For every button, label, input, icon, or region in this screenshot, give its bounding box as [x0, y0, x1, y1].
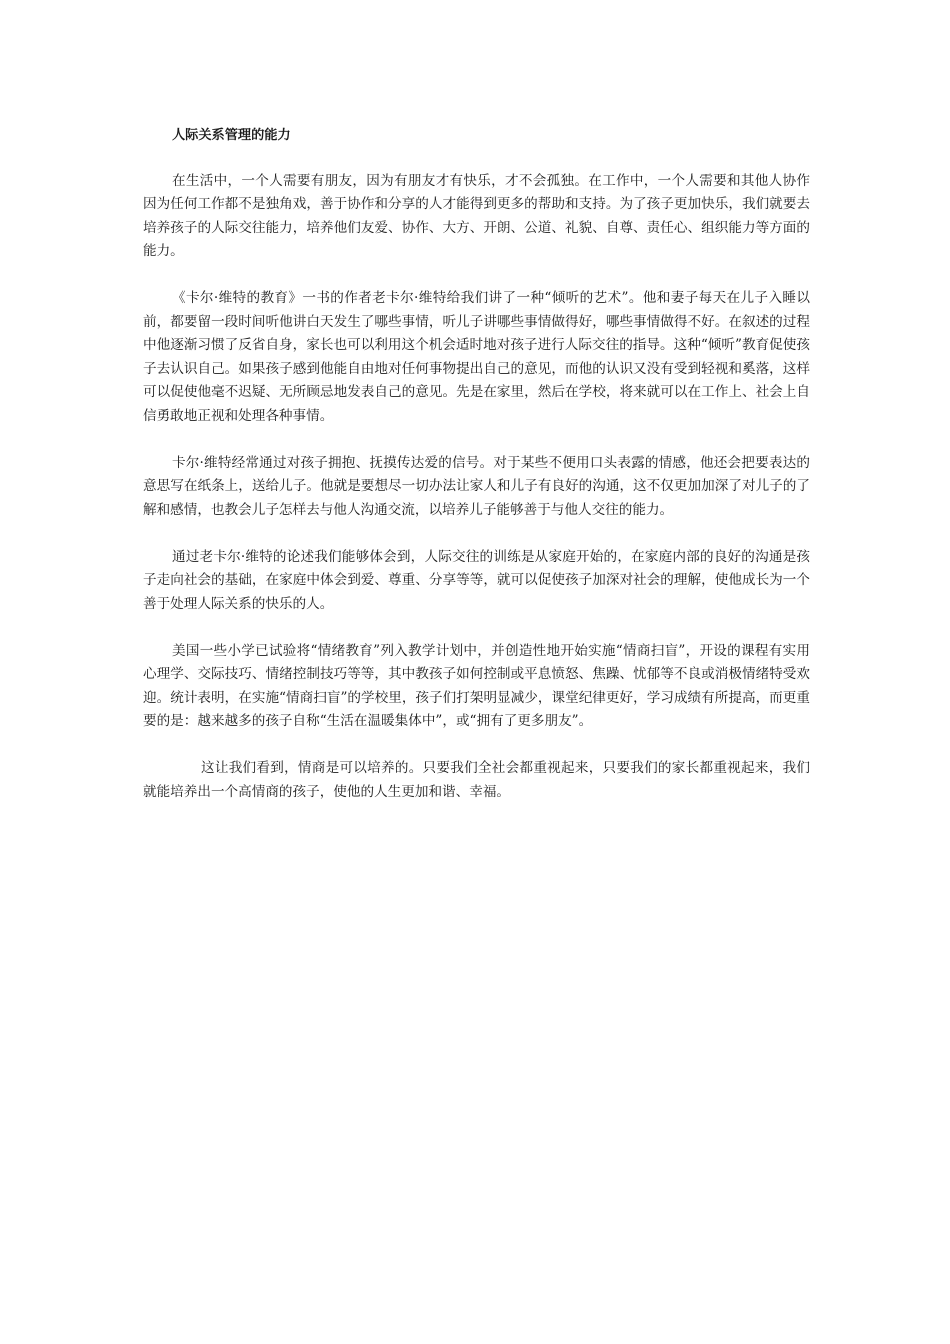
document-page — [143, 124, 810, 828]
paragraph-family-communication: 通过老卡尔·维特的论述我们能够体会到，人际交往的训练是从家庭开始的，在家庭内部的良好的沟通是孩子走向社会的基础，在家庭中体会到爱、尊重、分享等等，就可以促使孩子加深对社会的理解，使他成长为一个善于处理人际关系的快乐的人。 — [143, 548, 810, 612]
paragraph-art-of-listening: 《卡尔·维特的教育》一书的作者老卡尔·维特给我们讲了一种“倾听的艺术”。他和妻子每天在儿子入睡以前，都要留一段时间听他讲白天发生了哪些事情，听儿子讲哪些事情做得好，哪些事情做得不好。在叙述的过程中他逐渐习惯了反省自身，家长也可以利用这个机会适时地对孩子进行人际交往的指导。这种“倾听”教育促使孩子去认识自己。如果孩子感到他能自由地对任何事物提出自己的意见，而他的认识又没有受到轻视和奚落，这样可以促使他毫不迟疑、无所顾忌地发表自己的意见。先是在家里，然后在学校，将来就可以在工作上、社会上自信勇敢地正视和处理各种事情。 — [143, 290, 810, 424]
paragraph-conclusion: 这让我们看到，情商是可以培养的。只要我们全社会都重视起来，只要我们的家长都重视起来，我们就能培养出一个高情商的孩子，使他的人生更加和谐、幸福。 — [143, 760, 810, 800]
paragraph-emotional-education: 美国一些小学已试验将“情绪教育”列入教学计划中，并创造性地开始实施“情商扫盲”，开设的课程有实用心理学、交际技巧、情绪控制技巧等等，其中教孩子如何控制或平息愤怒、焦躁、忧郁等不良或消极情绪特受欢迎。统计表明，在实施“情商扫盲”的学校里，孩子们打架明显减少，课堂纪律更好，学习成绩有所提高，而更重要的是：越来越多的孩子自称“生活在温暖集体中”，或“拥有了更多朋友”。 — [143, 642, 810, 729]
document-title: 人际关系管理的能力 — [172, 128, 291, 143]
paragraph-hugs-and-notes: 卡尔·维特经常通过对孩子拥抱、抚摸传达爱的信号。对于某些不便用口头表露的情感，他还会把要表达的意思写在纸条上，送给儿子。他就是要想尽一切办法让家人和儿子有良好的沟通，这不仅更加加深了对儿子的了解和感情，也教会儿子怎样去与他人沟通交流，以培养儿子能够善于与他人交往的能力。 — [143, 454, 810, 518]
paragraph-friendship: 在生活中，一个人需要有朋友，因为有朋友才有快乐，才不会孤独。在工作中，一个人需要和其他人协作因为任何工作都不是独角戏，善于协作和分享的人才能得到更多的帮助和支持。为了孩子更加快乐，我们就要去培养孩子的人际交往能力，培养他们友爱、协作、大方、开朗、公道、礼貌、自尊、责任心、组织能力等方面的能力。 — [143, 172, 810, 259]
